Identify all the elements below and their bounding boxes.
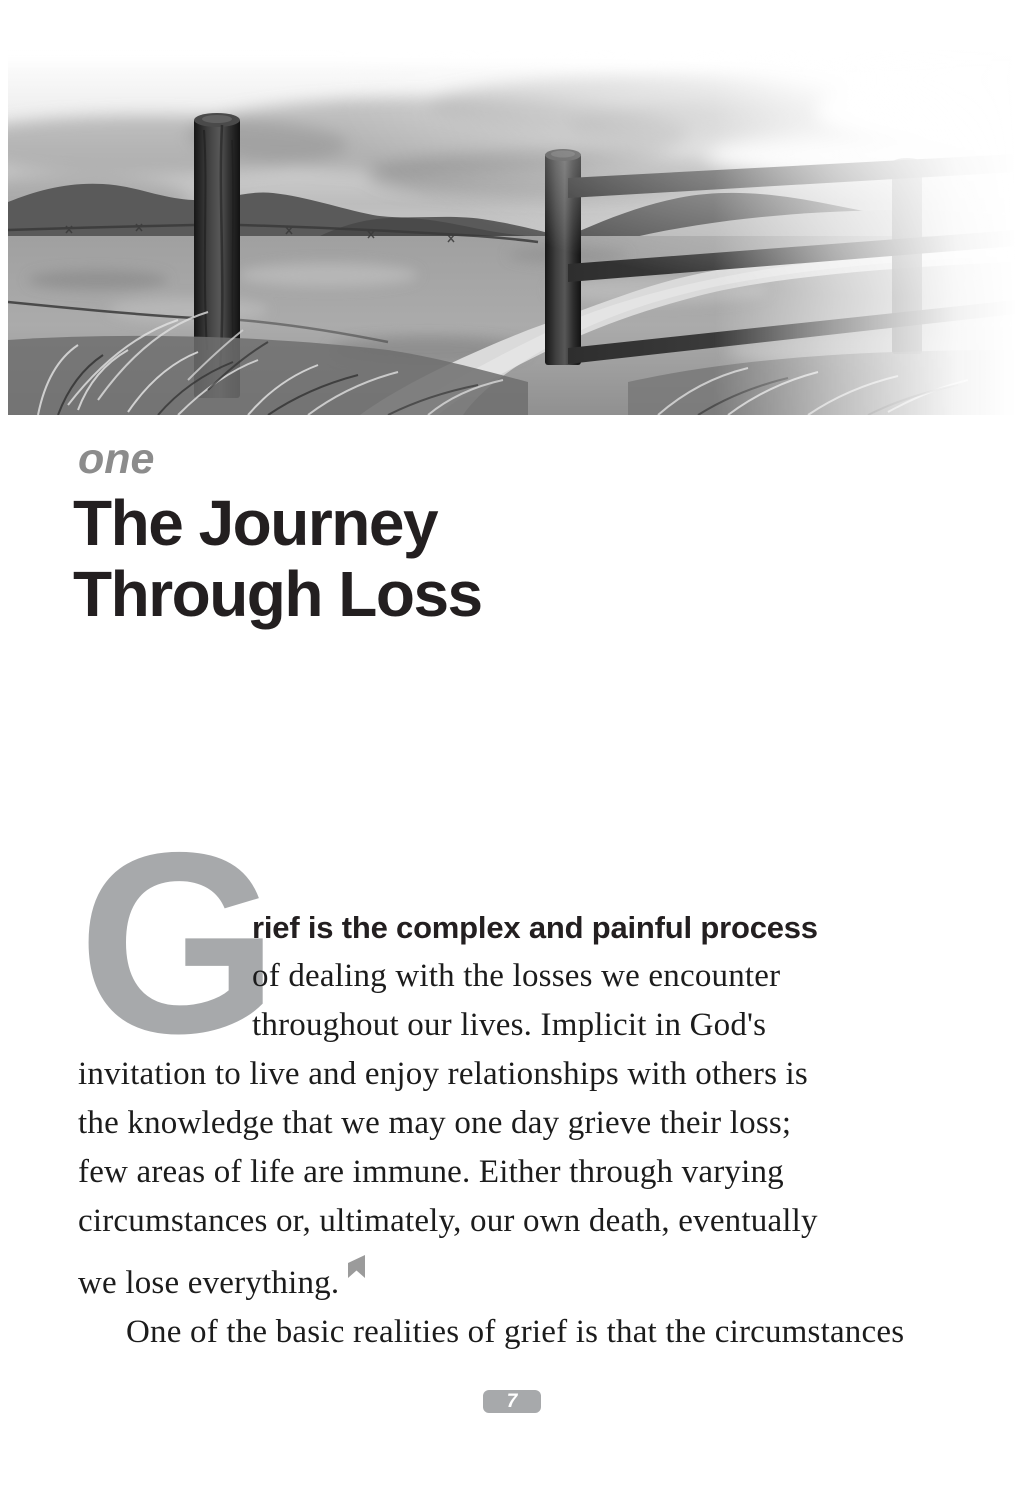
page-number-badge [483, 1390, 541, 1413]
chapter-title [73, 488, 482, 630]
chapter-title-line2: Through Loss [73, 558, 482, 630]
bookmark-flag-icon [346, 1246, 367, 1295]
body-line-text: we lose everything. [78, 1265, 340, 1301]
body-line: throughout our lives. Implicit in God's [252, 1007, 767, 1043]
body-text [78, 798, 978, 1357]
page-number: 7 [506, 1391, 518, 1412]
paragraph-indent-line: One of the basic realities of grief is that the circumstances [126, 1314, 905, 1350]
drop-cap: G [78, 798, 279, 1087]
body-line: invitation to live and enjoy relationships with others is [78, 1056, 808, 1092]
body-line: the knowledge that we may one day grieve their loss; [78, 1105, 792, 1141]
body-line: circumstances or, ultimately, our own death, eventually [78, 1203, 818, 1239]
chapter-photo [8, 50, 1016, 415]
chapter-title-line1: The Journey [73, 487, 438, 559]
photo-white-fades [8, 50, 1016, 415]
body-line-with-flag [78, 1246, 978, 1308]
body-line: few areas of life are immune. Either through varying [78, 1154, 784, 1190]
hero-photo-svg [8, 50, 1016, 415]
body-line: of dealing with the losses we encounter [252, 958, 781, 994]
lead-sentence: rief is the complex and painful process [252, 910, 818, 945]
chapter-number-label: one [78, 435, 155, 483]
